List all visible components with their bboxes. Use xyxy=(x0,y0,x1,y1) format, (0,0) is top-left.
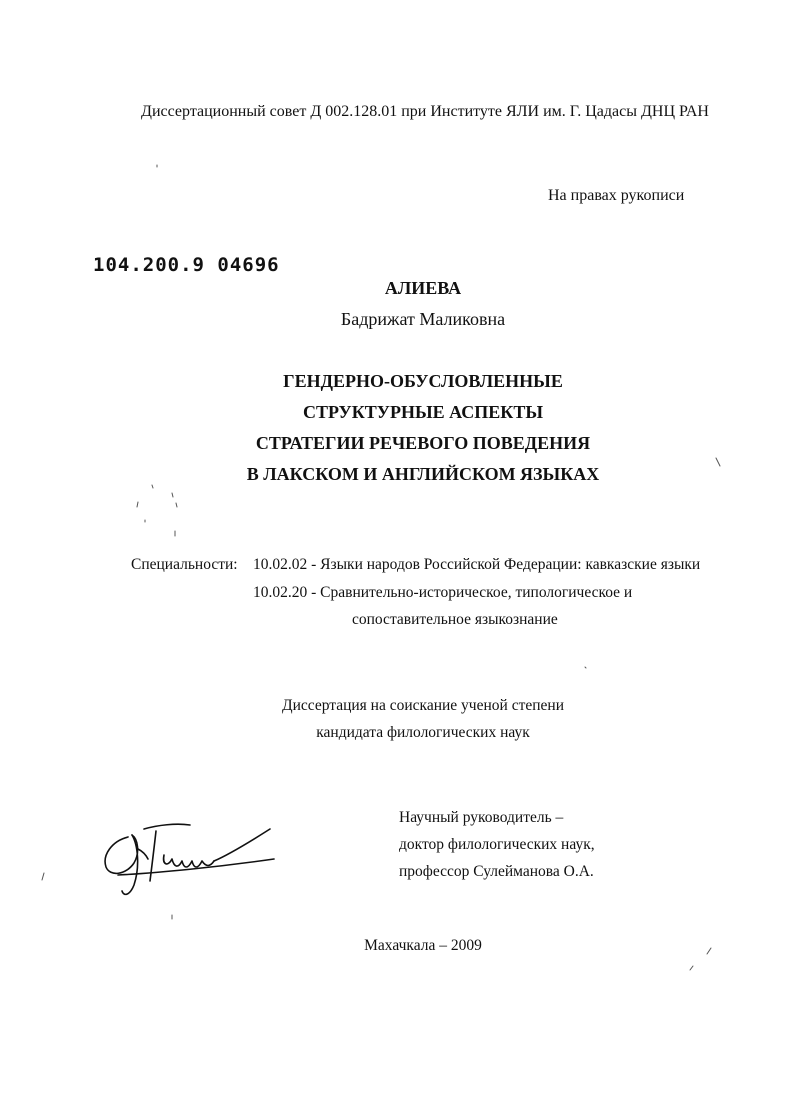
registration-number-stamp: 104.200.9 04696 xyxy=(93,254,280,276)
supervisor-line: доктор филологических наук, xyxy=(399,836,595,853)
degree-line: Диссертация на соискание ученой степени xyxy=(282,697,564,714)
degree-line: кандидата филологических наук xyxy=(316,724,530,741)
title-line: СТРУКТУРНЫЕ АСПЕКТЫ xyxy=(302,402,544,422)
dissertation-council-line: Диссертационный совет Д 002.128.01 при Институте ЯЛИ им. Г. Цадасы ДНЦ РАН xyxy=(141,103,709,120)
place-and-year: Махачкала – 2009 xyxy=(364,937,482,954)
author-given-names: Бадрижат Маликовна xyxy=(340,309,506,329)
manuscript-rights-note: На правах рукописи xyxy=(548,187,685,204)
title-line: СТРАТЕГИИ РЕЧЕВОГО ПОВЕДЕНИЯ xyxy=(255,433,591,453)
specialty-item: 10.02.20 - Сравнительно-историческое, типологическое и xyxy=(253,584,633,601)
specialties-label: Специальности: xyxy=(131,556,238,573)
specialty-item: 10.02.02 - Языки народов Российской Федерации: кавказские языки xyxy=(253,556,701,573)
title-line: В ЛАКСКОМ И АНГЛИЙСКОМ ЯЗЫКАХ xyxy=(246,464,600,484)
supervisor-line: профессор Сулейманова О.А. xyxy=(399,863,594,880)
author-surname: АЛИЕВА xyxy=(384,278,462,298)
specialty-item-continuation: сопоставительное языкознание xyxy=(352,611,558,628)
title-line: ГЕНДЕРНО-ОБУСЛОВЛЕННЫЕ xyxy=(283,371,563,391)
supervisor-line: Научный руководитель – xyxy=(399,809,564,826)
